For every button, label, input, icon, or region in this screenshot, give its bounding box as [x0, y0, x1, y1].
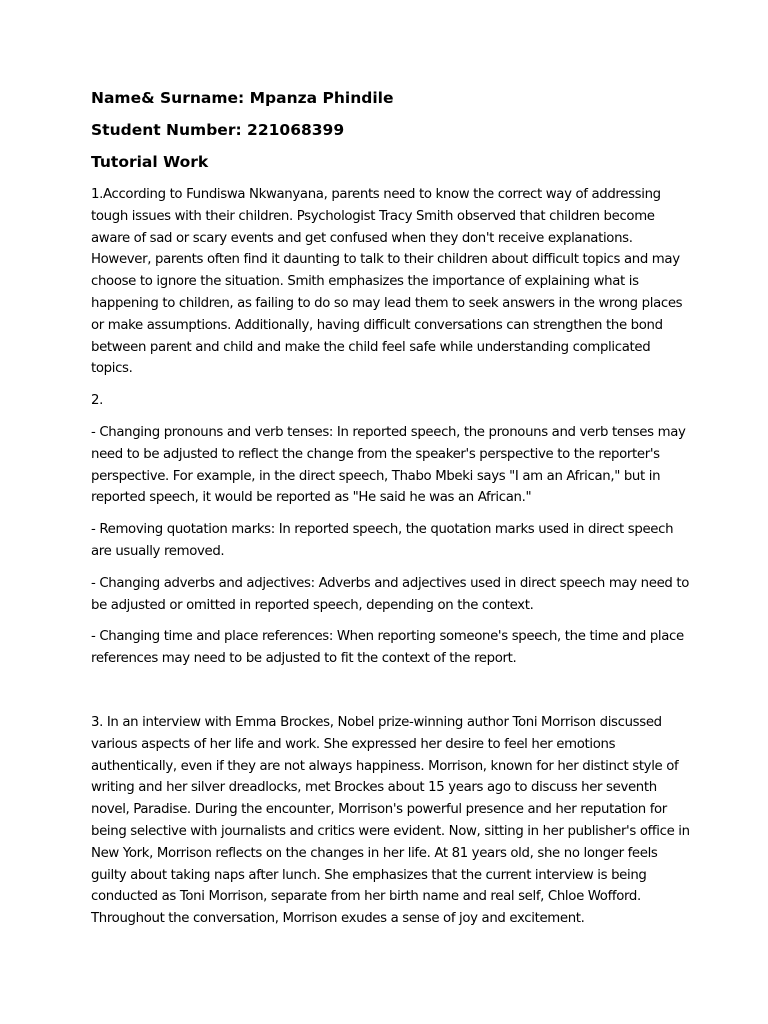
answer-2-item-quotation: - Removing quotation marks: In reported speech, the quotation marks used in direct speech are usually removed. — [91, 522, 674, 559]
answer-2-item-time-place: - Changing time and place references: When reporting someone's speech, the time and place references may need to be adjusted to fit the context of the report. — [91, 629, 684, 667]
answer-2-item-adverbs: - Changing adverbs and adjectives: Adverbs and adjectives used in direct speech may need to be adjusted or omitted in reported speech, depending on the context. — [91, 575, 690, 613]
answer-2-item-pronouns: - Changing pronouns and verb tenses: In reported speech, the pronouns and verb tenses may need to be adjusted to reflect the change from the speaker's perspective to the reporter's perspective. For example, in the direct speech, Thabo Mbeki says "I am an African," but in reported speech, it would be reported as "He said he was an African." — [91, 424, 686, 506]
answer-1-paragraph: 1.According to Fundiswa Nkwanyana, parents need to know the correct way of addressing tough issues with their children. Psychologist Tracy Smith observed that children become aware of sad or scary events and get confused when they don't receive explanations. However, parents often find it daunting to talk to their children about difficult topics and may choose to ignore the situation. Smith emphasizes the importance of explaining what is happening to children, as failing to do so may lead them to seek answers in the wrong places or make assumptions. Additionally, having difficult conversations can strengthen the bond between parent and child and make the child feel safe while understanding complicated topics. — [91, 187, 683, 377]
name-surname-heading: Name& Surname: Mpanza Phindile — [91, 89, 394, 107]
tutorial-work-title: Tutorial Work — [91, 153, 209, 171]
document-page — [91, 88, 691, 940]
blank-line — [91, 680, 691, 712]
student-number-heading: Student Number: 221068399 — [91, 121, 345, 139]
answer-3-paragraph: 3. In an interview with Emma Brockes, Nobel prize-winning author Toni Morrison discussed various aspects of her life and work. She expressed her desire to feel her emotions authentically, even if they are not always happiness. Morrison, known for her distinct style of writing and her silver dreadlocks, met Brockes about 15 years ago to discuss her seventh novel, Paradise. During the encounter, Morrison's powerful presence and her reputation for being selective with journalists and critics were evident. Now, sitting in her publisher's office in New York, Morrison reflects on the changes in her life. At 81 years old, she no longer feels guilty about taking naps after lunch. She emphasizes that the current interview is being conducted as Toni Morrison, separate from her birth name and real self, Chloe Wofford. Throughout the conversation, Morrison exudes a sense of joy and excitement. — [91, 714, 690, 927]
answer-2-label: 2. — [91, 393, 103, 409]
